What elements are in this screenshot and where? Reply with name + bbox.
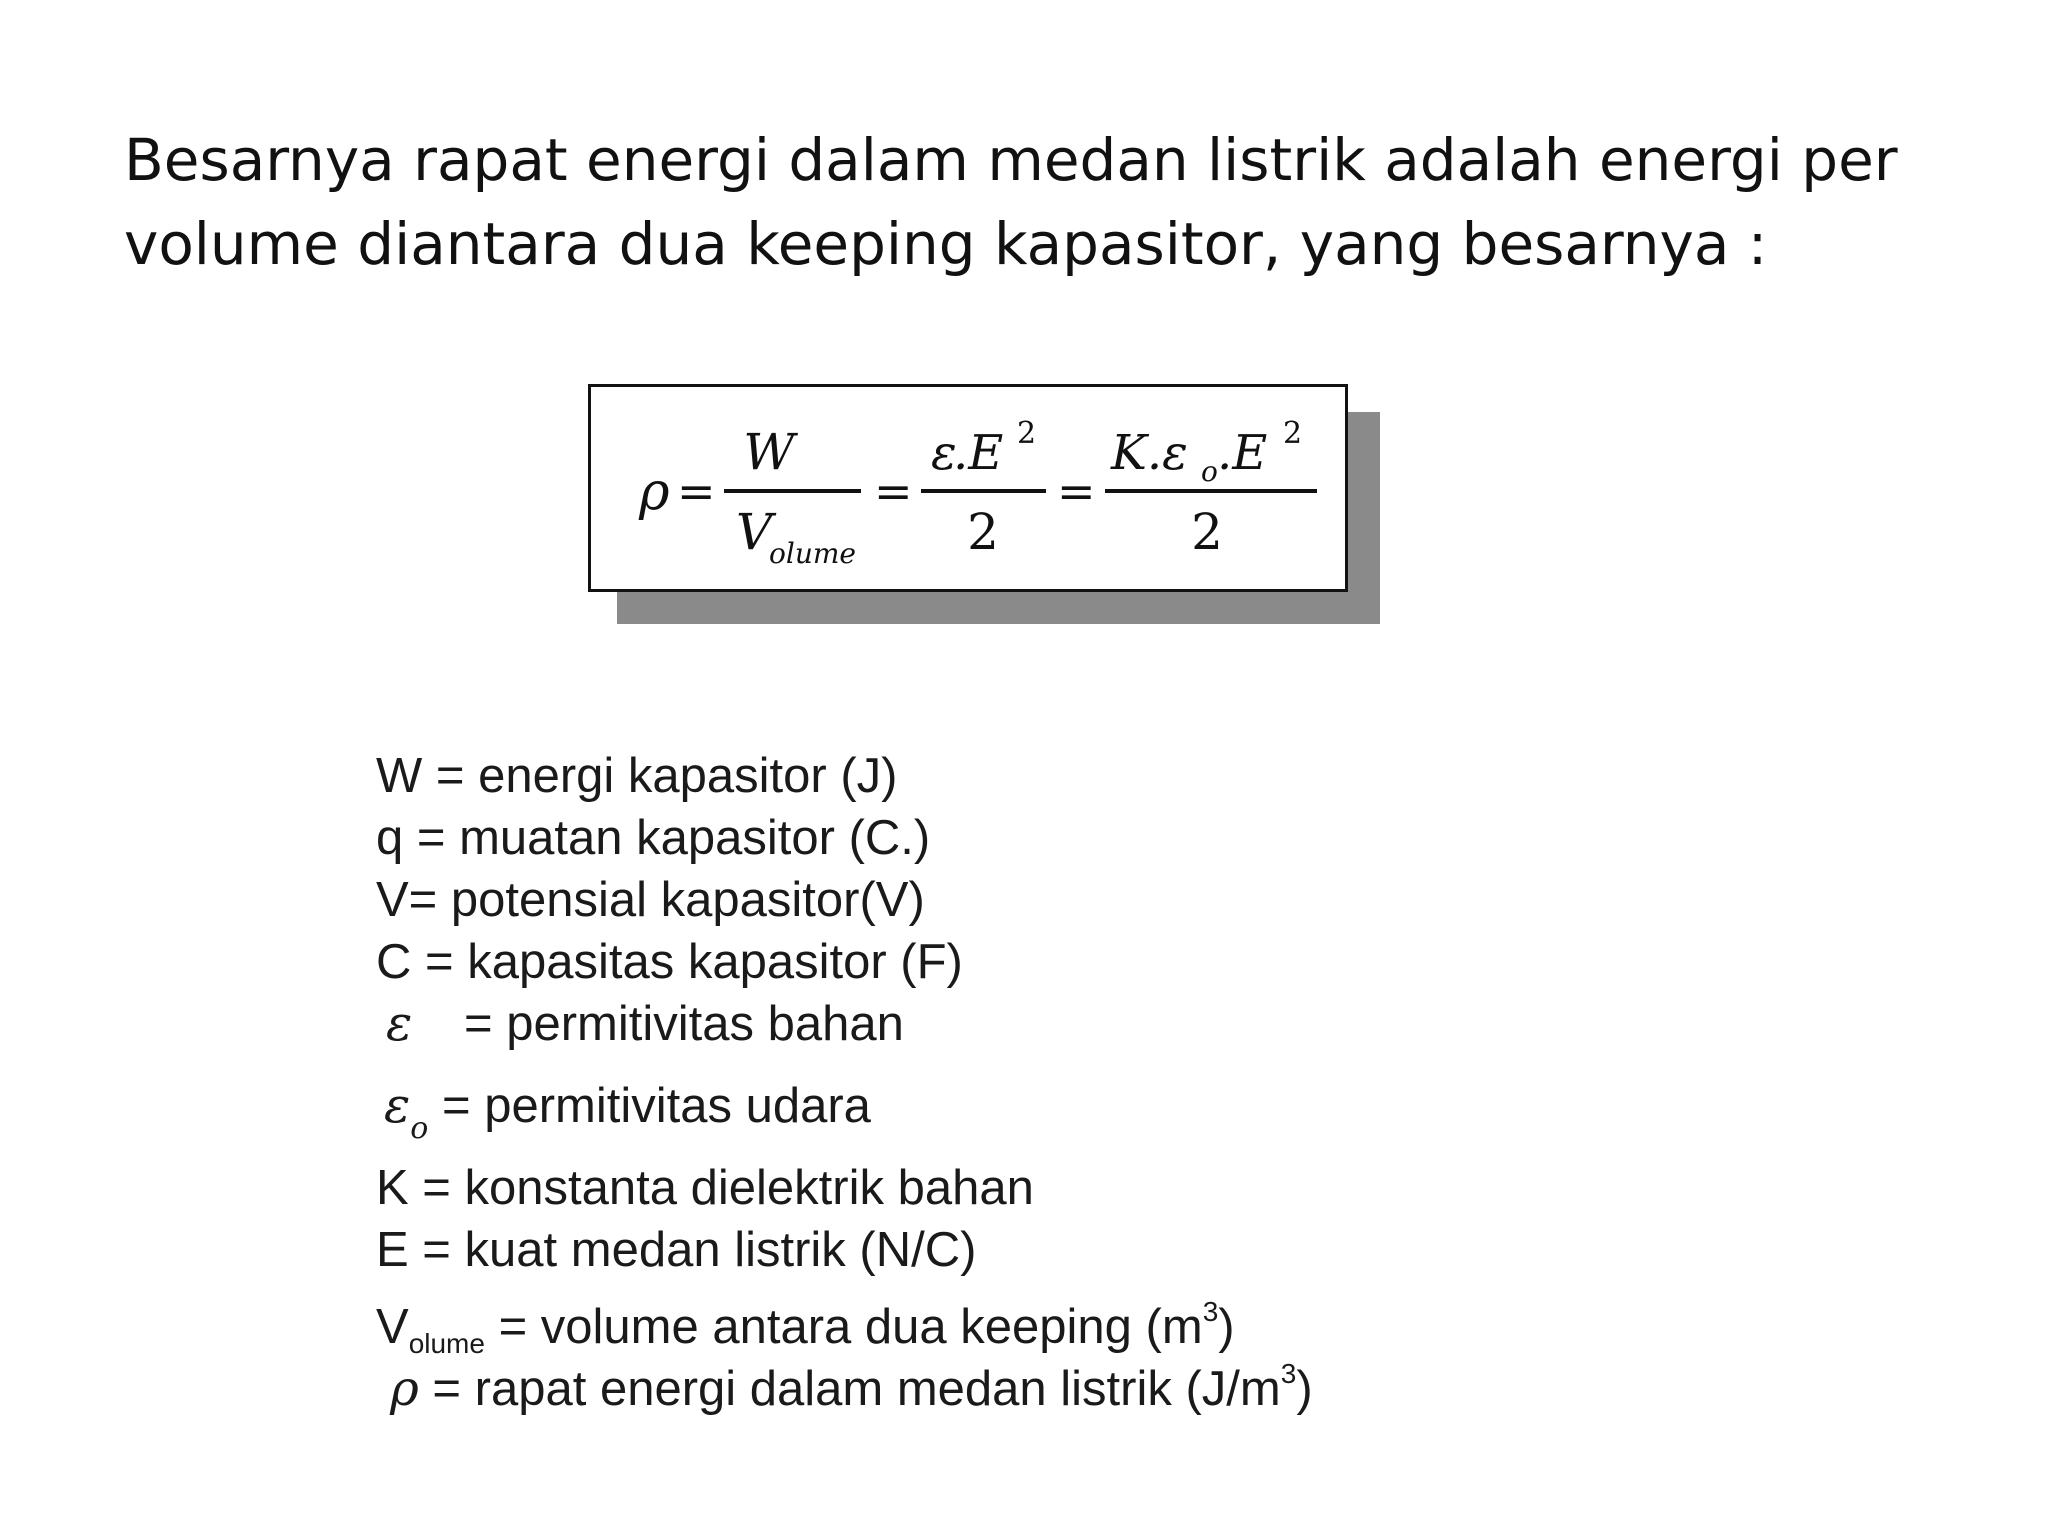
formula-frac3-e: .E	[1217, 425, 1268, 481]
formula-frac3-sub: o	[1201, 455, 1218, 488]
formula-eq-2: =	[874, 464, 913, 518]
definition-e: E = kuat medan listrik (N/C)	[376, 1223, 977, 1277]
formula-frac2-denominator: 2	[967, 503, 999, 561]
formula-frac1-numerator: W	[743, 423, 795, 481]
formula-frac3-sup: 2	[1283, 416, 1303, 451]
definition-volume-text: = volume antara dua keeping (m	[484, 1300, 1203, 1354]
definition-eps0-text: = permitivitas udara	[441, 1079, 871, 1133]
definition-c: C = kapasitas kapasitor (F)	[376, 935, 963, 989]
definition-volume-main: V	[376, 1300, 409, 1354]
formula-frac2-e: .E	[953, 425, 1004, 481]
intro-line-1: Besarnya rapat energi dalam medan listrik adalah energi per	[124, 126, 1898, 194]
definition-eps-symbol: ε	[386, 995, 413, 1052]
formula-frac1-denominator-sub: olume	[769, 537, 856, 570]
definition-rho-close: )	[1296, 1362, 1313, 1416]
definition-eps-text: = permitivitas bahan	[464, 997, 904, 1051]
definition-eps	[376, 993, 904, 1055]
formula-frac2-eps: ε	[931, 425, 957, 481]
definition-volume-close: )	[1218, 1300, 1235, 1354]
formula-rho: ρ	[639, 462, 670, 522]
definition-eps0	[376, 1075, 871, 1146]
definition-rho	[376, 1343, 1313, 1417]
formula-frac3-denominator: 2	[1191, 503, 1223, 561]
formula-eq-1: =	[677, 464, 716, 518]
definition-volume-sup: 3	[1202, 1296, 1219, 1327]
definition-eps0-symbol: ε	[384, 1077, 411, 1134]
formula-frac1-denominator: V	[736, 503, 773, 561]
definition-k: K = konstanta dielektrik bahan	[376, 1161, 1034, 1215]
intro-line-2: volume diantara dua keeping kapasitor, yang besarnya :	[124, 210, 1768, 278]
definition-rho-symbol: ρ	[390, 1360, 419, 1417]
intro-paragraph	[124, 118, 1924, 286]
formula-frac3-k-eps: K.ε	[1111, 425, 1188, 481]
definition-w: W = energi kapasitor (J)	[376, 749, 898, 803]
formula-box	[588, 384, 1348, 592]
formula-frac2-sup: 2	[1017, 416, 1037, 451]
definition-volume	[376, 1281, 1235, 1359]
formula-eq-3: =	[1057, 464, 1096, 518]
definition-q: q = muatan kapasitor (C.)	[376, 811, 931, 865]
definition-eps0-sub: o	[410, 1111, 429, 1146]
energy-density-formula	[591, 387, 1351, 595]
definition-rho-text: = rapat energi dalam medan listrik (J/m	[418, 1362, 1281, 1416]
definition-v: V= potensial kapasitor(V)	[376, 873, 925, 927]
definition-volume-sub: olume	[408, 1328, 485, 1359]
definition-rho-sup: 3	[1280, 1358, 1297, 1389]
